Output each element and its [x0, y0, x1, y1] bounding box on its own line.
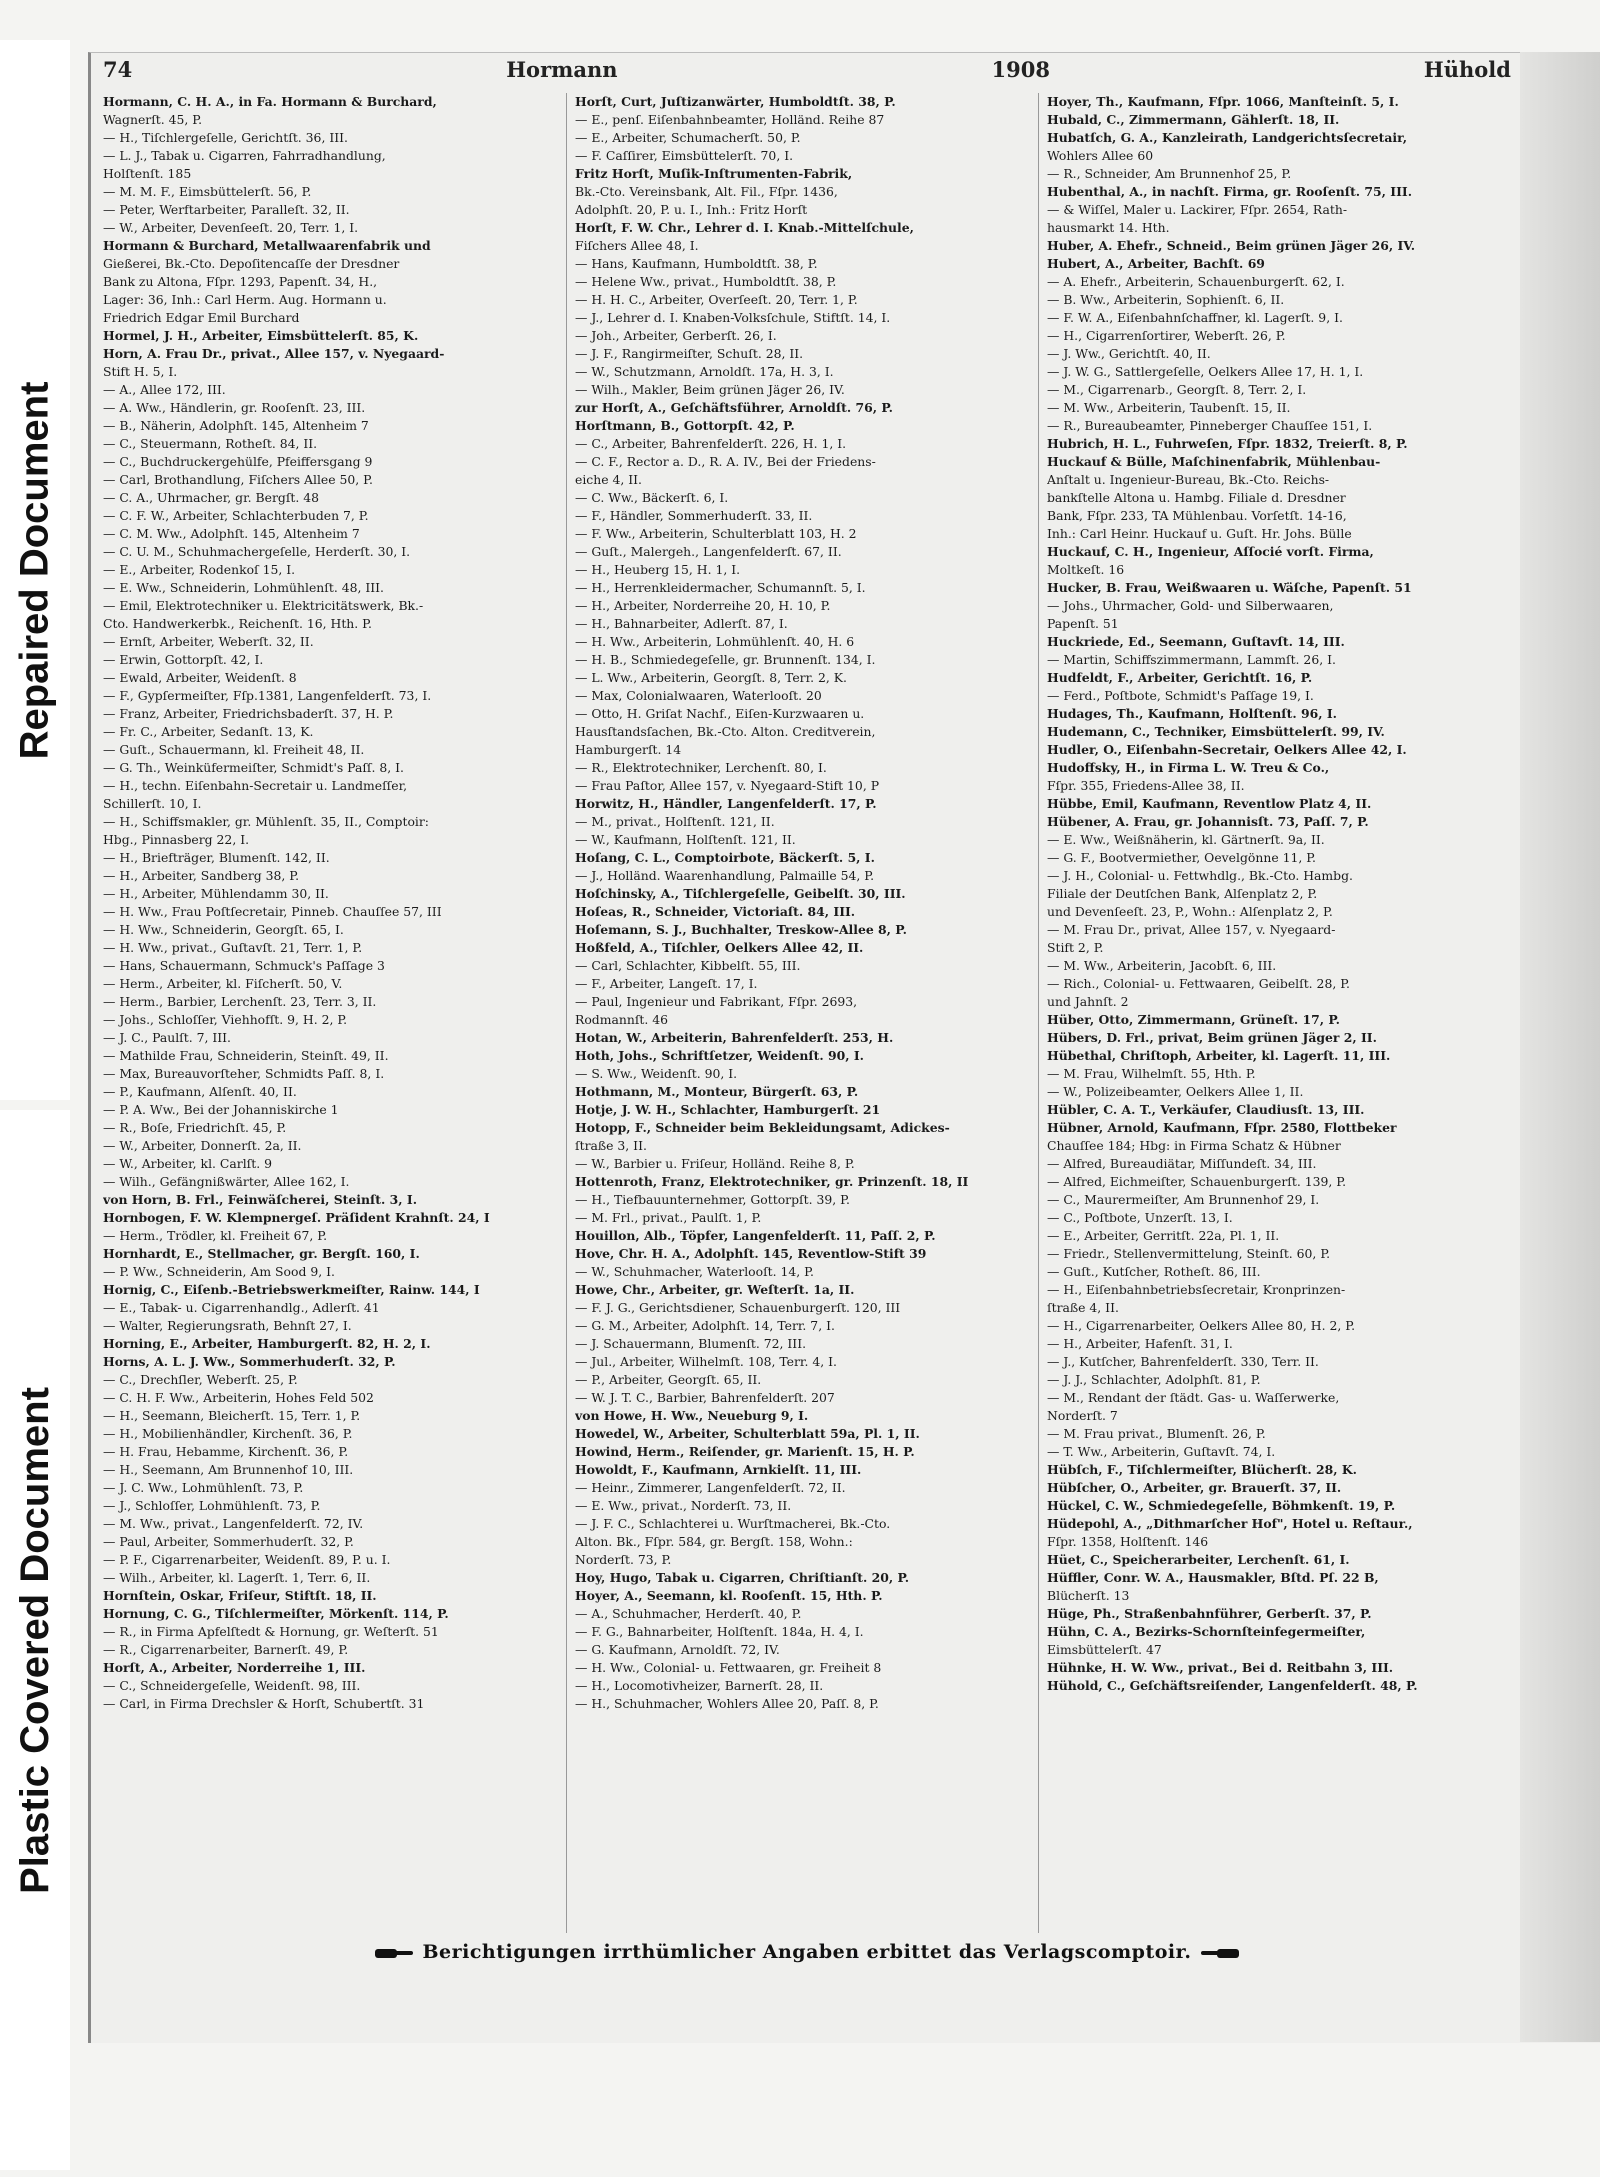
directory-entry: eiche 4, II. [575, 472, 642, 487]
directory-entry: — C., Steuermann, Rotheſt. 84, II. [103, 436, 318, 451]
directory-entry: — G. Kaufmann, Arnoldſt. 72, IV. [575, 1642, 780, 1657]
directory-entry: von Horn, B. Frl., Feinwäſcherei, Steinſt. 3, I. [103, 1192, 418, 1207]
directory-entry: Schillerſt. 10, I. [103, 796, 202, 811]
directory-entry: Hormel, J. H., Arbeiter, Eimsbüttelerſt. 85, K. [103, 328, 419, 343]
directory-entry: — L. Ww., Arbeiterin, Georgſt. 8, Terr. 2, K. [575, 670, 847, 685]
footer-text: Berichtigungen irrthümlicher Angaben erbittet das Verlagscomptoir. [422, 1941, 1192, 1963]
directory-entry: — H., Arbeiter, Hafenſt. 31, I. [1047, 1336, 1233, 1351]
directory-entry: Bank, Fſpr. 233, TA Mühlenbau. Vorſetſt. 14-16, [1047, 508, 1347, 523]
directory-entry: — T. Ww., Arbeiterin, Guſtavſt. 74, I. [1047, 1444, 1276, 1459]
directory-entry: Bank zu Altona, Fſpr. 1293, Papenſt. 34, H., [103, 274, 378, 289]
directory-entry: — & Wiſſel, Maler u. Lackirer, Fſpr. 2654, Rath- [1047, 202, 1348, 217]
directory-entry: Hoyer, Th., Kaufmann, Fſpr. 1066, Manſteinſt. 5, I. [1047, 94, 1399, 109]
directory-entry: — M., Rendant der ſtädt. Gas- u. Waſſerwerke, [1047, 1390, 1340, 1405]
directory-entry: — B., Näherin, Adolphſt. 145, Altenheim 7 [103, 418, 369, 433]
directory-entry: — P. F., Cigarrenarbeiter, Weidenſt. 89, P. u. I. [103, 1552, 391, 1567]
directory-entry: — J., Schloſſer, Lohmühlenſt. 73, P. [103, 1498, 321, 1513]
directory-entry: — Rich., Colonial- u. Fettwaaren, Geibelſt. 28, P. [1047, 976, 1350, 991]
directory-entry: — Paul, Arbeiter, Sommerhuderſt. 32, P. [103, 1534, 354, 1549]
directory-entry: Hbg., Pinnasberg 22, I. [103, 832, 250, 847]
directory-entry: — W., Schutzmann, Arnoldſt. 17a, H. 3, I. [575, 364, 834, 379]
directory-entry: — F. Ww., Arbeiterin, Schulterblatt 103, H. 2 [575, 526, 857, 541]
directory-entry: — P. Ww., Schneiderin, Am Sood 9, I. [103, 1264, 335, 1279]
directory-entry: — Hans, Kaufmann, Humboldtſt. 38, P. [575, 256, 818, 271]
directory-entry: — G. Th., Weinküfermeiſter, Schmidt's Paſſ. 8, I. [103, 760, 404, 775]
directory-entry: — E., Arbeiter, Schumacherſt. 50, P. [575, 130, 801, 145]
directory-entry: — H., Seemann, Am Brunnenhof 10, III. [103, 1462, 354, 1477]
directory-entry: — Guſt., Schauermann, kl. Freiheit 48, II. [103, 742, 365, 757]
directory-entry: — Guſt., Malergeh., Langenfelderſt. 67, II. [575, 544, 842, 559]
directory-entry: von Howe, H. Ww., Neueburg 9, I. [575, 1408, 809, 1423]
directory-entry: Hüffler, Conr. W. A., Hausmakler, Bſtd. Pſ. 22 B, [1047, 1570, 1379, 1585]
directory-entry: — H., Schuhmacher, Wohlers Allee 20, Paſſ. 8, P. [575, 1696, 879, 1711]
directory-entry: — Ewald, Arbeiter, Weidenſt. 8 [103, 670, 297, 685]
directory-entry: Hühold, C., Geſchäftsreiſender, Langenfelderſt. 48, P. [1047, 1678, 1418, 1693]
directory-entry: Hückel, C. W., Schmiedegeſelle, Böhmkenſt. 19, P. [1047, 1498, 1396, 1513]
directory-entry: — Carl, in Firma Drechsler & Horſt, Schubertſt. 31 [103, 1696, 425, 1711]
directory-entry: — J. F., Rangirmeiſter, Schuſt. 28, II. [575, 346, 804, 361]
directory-entry: Hoßfeld, A., Tiſchler, Oelkers Allee 42, II. [575, 940, 864, 955]
directory-entry: Hüdepohl, A., „Dithmarſcher Hof", Hotel u. Reſtaur., [1047, 1516, 1413, 1531]
directory-entry: — C. F., Rector a. D., R. A. IV., Bei der Friedens- [575, 454, 876, 469]
directory-entry: Hubald, C., Zimmermann, Gählerſt. 18, II. [1047, 112, 1340, 127]
directory-entry: Adolphſt. 20, P. u. I., Inh.: Fritz Horſt [575, 202, 808, 217]
directory-entry: — W., Arbeiter, Donnerſt. 2a, II. [103, 1138, 302, 1153]
directory-entry: — Joh., Arbeiter, Gerberſt. 26, I. [575, 328, 777, 343]
directory-entry: — C. A., Uhrmacher, gr. Bergſt. 48 [103, 490, 320, 505]
directory-entry: Hornung, C. G., Tiſchlermeiſter, Mörkenſt. 114, P. [103, 1606, 449, 1621]
directory-entry: — H., Mobilienhändler, Kirchenſt. 36, P. [103, 1426, 353, 1441]
directory-entry: Bk.-Cto. Vereinsbank, Alt. Fil., Fſpr. 1436, [575, 184, 838, 199]
directory-entry: — R., in Firma Apfelſtedt & Hornung, gr. Weſterſt. 51 [103, 1624, 439, 1639]
directory-entry: Chauſſee 184; Hbg: in Firma Schatz & Hübner [1047, 1138, 1341, 1153]
directory-entry: — G. F., Bootvermiether, Oevelgönne 11, P. [1047, 850, 1316, 865]
directory-entry: Rodmannſt. 46 [575, 1012, 669, 1027]
directory-entry: — Ernſt, Arbeiter, Weberſt. 32, II. [103, 634, 314, 649]
directory-entry: — M. Frl., privat., Paulſt. 1, P. [575, 1210, 762, 1225]
directory-entry: Horns, A. L. J. Ww., Sommerhuderſt. 32, P. [103, 1354, 396, 1369]
directory-entry: — M. M. F., Eimsbüttelerſt. 56, P. [103, 184, 312, 199]
directory-entry: — H. Ww., Frau Poſtſecretair, Pinneb. Chauſſee 57, III [103, 904, 442, 919]
directory-entry: ſtraße 4, II. [1047, 1300, 1119, 1315]
directory-entry: — A. Ehefr., Arbeiterin, Schauenburgerſt. 62, I. [1047, 274, 1345, 289]
directory-entry: Hausſtandsſachen, Bk.-Cto. Alton. Creditverein, [575, 724, 876, 739]
directory-entry: Hoſang, C. L., Comptoirbote, Bäckerſt. 5, I. [575, 850, 875, 865]
directory-entry: Hamburgerſt. 14 [575, 742, 682, 757]
directory-entry: — J. F. C., Schlachterei u. Wurſtmacherei, Bk.-Cto. [575, 1516, 891, 1531]
directory-entry: Hühn, C. A., Bezirks-Schornſteinfegermeiſter, [1047, 1624, 1366, 1639]
directory-entry: — H., Arbeiter, Sandberg 38, P. [103, 868, 300, 883]
directory-entry: — Herm., Trödler, kl. Freiheit 67, P. [103, 1228, 328, 1243]
directory-entry: Stift H. 5, I. [103, 364, 178, 379]
directory-entry: Hoy, Hugo, Tabak u. Cigarren, Chriſtianſt. 20, P. [575, 1570, 910, 1585]
directory-entry: — E. Ww., privat., Norderſt. 73, II. [575, 1498, 792, 1513]
directory-entry: — H., Tiefbauunternehmer, Gottorpſt. 39, P. [575, 1192, 850, 1207]
directory-entry: — Peter, Werftarbeiter, Paralleſt. 32, II. [103, 202, 350, 217]
directory-entry: — E., penſ. Eiſenbahnbeamter, Holländ. Reihe 87 [575, 112, 885, 127]
directory-entry: Hubrich, H. L., Fuhrweſen, Fſpr. 1832, Treierſt. 8, P. [1047, 436, 1408, 451]
directory-entry: — R., Bureaubeamter, Pinneberger Chauſſee 151, I. [1047, 418, 1373, 433]
directory-entry: — H. Ww., Colonial- u. Fettwaaren, gr. Freiheit 8 [575, 1660, 882, 1675]
directory-entry: — C., Drechſler, Weberſt. 25, P. [103, 1372, 298, 1387]
directory-entry: — H., Arbeiter, Mühlendamm 30, II. [103, 886, 329, 901]
directory-entry: — J. J., Schlachter, Adolphſt. 81, P. [1047, 1372, 1261, 1387]
directory-entry: Hoſeas, R., Schneider, Victoriaſt. 84, III. [575, 904, 856, 919]
directory-entry: Horning, E., Arbeiter, Hamburgerſt. 82, H. 2, I. [103, 1336, 431, 1351]
directory-entry: Horſt, F. W. Chr., Lehrer d. I. Knab.-Mittelſchule, [575, 220, 914, 235]
directory-entry: Hornhardt, E., Stellmacher, gr. Bergſt. 160, I. [103, 1246, 420, 1261]
directory-entry: — E., Tabak- u. Cigarrenhandlg., Adlerſt. 41 [103, 1300, 380, 1315]
directory-entry: und Devenſeeſt. 23, P., Wohn.: Alſenplatz 2, P. [1047, 904, 1333, 919]
directory-entry: Horſtmann, B., Gottorpſt. 42, P. [575, 418, 795, 433]
directory-entry: Hotan, W., Arbeiterin, Bahrenfelderſt. 253, H. [575, 1030, 894, 1045]
column-1 [103, 93, 567, 1933]
directory-entry: — C., Poſtbote, Unzerſt. 13, I. [1047, 1210, 1233, 1225]
directory-entry: Hove, Chr. H. A., Adolphſt. 145, Reventlow-Stift 39 [575, 1246, 927, 1261]
directory-entry: Cto. Handwerkerbk., Reichenſt. 16, Hth. P. [103, 616, 372, 631]
directory-entry: — J., Holländ. Waarenhandlung, Palmaille 54, P. [575, 868, 875, 883]
directory-entry: Hornbogen, F. W. Klempnergeſ. Präſident Krahnſt. 24, I [103, 1210, 490, 1225]
left-running-head: Hormann [506, 57, 618, 82]
directory-entry: — P. A. Ww., Bei der Johanniskirche 1 [103, 1102, 339, 1117]
directory-entry: — R., Cigarrenarbeiter, Barnerſt. 49, P. [103, 1642, 349, 1657]
directory-entry: Gießerei, Bk.-Cto. Depoſitencaſſe der Dresdner [103, 256, 400, 271]
directory-entry: — E. Ww., Schneiderin, Lohmühlenſt. 48, III. [103, 580, 384, 595]
directory-entry: — P., Kaufmann, Alſenſt. 40, II. [103, 1084, 297, 1099]
directory-entry: — H., techn. Eiſenbahn-Secretair u. Landmeſſer, [103, 778, 408, 793]
directory-entry: — H. B., Schmiedegeſelle, gr. Brunnenſt. 134, I. [575, 652, 876, 667]
directory-entry: — J., Kutſcher, Bahrenfelderſt. 330, Terr. II. [1047, 1354, 1319, 1369]
directory-entry: — W., Kaufmann, Holſtenſt. 121, II. [575, 832, 796, 847]
directory-entry: — Guſt., Kutſcher, Rotheſt. 86, III. [1047, 1264, 1261, 1279]
directory-entry: — M. Frau privat., Blumenſt. 26, P. [1047, 1426, 1266, 1441]
directory-entry: Hotopp, F., Schneider beim Bekleidungsamt, Adickes- [575, 1120, 950, 1135]
directory-entry: bankſtelle Altona u. Hambg. Filiale d. Dresdner [1047, 490, 1346, 505]
directory-entry: — C. H. F. Ww., Arbeiterin, Hohes Feld 502 [103, 1390, 374, 1405]
directory-entry: — L. J., Tabak u. Cigarren, Fahrradhandlung, [103, 148, 386, 163]
directory-entry: Howe, Chr., Arbeiter, gr. Weſterſt. 1a, II. [575, 1282, 855, 1297]
directory-entry: — H., Locomotivheizer, Barnerſt. 28, II. [575, 1678, 824, 1693]
directory-entry: Papenſt. 51 [1047, 616, 1119, 631]
directory-entry: Howind, Herm., Reiſender, gr. Marienſt. 15, H. P. [575, 1444, 915, 1459]
directory-entry: — C. M. Ww., Adolphſt. 145, Altenheim 7 [103, 526, 360, 541]
directory-entry: hausmarkt 14. Hth. [1047, 220, 1170, 235]
directory-entry: — Otto, H. Griſat Nachf., Eiſen-Kurzwaaren u. [575, 706, 865, 721]
directory-entry: — M., privat., Holſtenſt. 121, II. [575, 814, 775, 829]
directory-entry: — R., Boſe, Friedrichſt. 45, P. [103, 1120, 287, 1135]
directory-entry: — Erwin, Gottorpſt. 42, I. [103, 652, 264, 667]
directory-entry: — Herm., Barbier, Lerchenſt. 23, Terr. 3, II. [103, 994, 377, 1009]
directory-entry: Hübethal, Chriſtoph, Arbeiter, kl. Lagerſt. 11, III. [1047, 1048, 1391, 1063]
directory-entry: Horn, A. Frau Dr., privat., Allee 157, v. Nyegaard- [103, 346, 445, 361]
directory-entry: — E., Arbeiter, Gerritſt. 22a, Pl. 1, II. [1047, 1228, 1280, 1243]
directory-entry: — W., Barbier u. Friſeur, Holländ. Reihe 8, P. [575, 1156, 855, 1171]
directory-entry: — F. J. G., Gerichtsdiener, Schauenburgerſt. 120, III [575, 1300, 901, 1315]
directory-entry: Holſtenſt. 185 [103, 166, 192, 181]
directory-entry: — Herm., Arbeiter, kl. Fiſcherſt. 50, V. [103, 976, 343, 991]
directory-entry: — Wilh., Gefängnißwärter, Allee 162, I. [103, 1174, 350, 1189]
directory-entry: — H. H. C., Arbeiter, Overſeeſt. 20, Terr. 1, P. [575, 292, 858, 307]
directory-entry: Horſt, A., Arbeiter, Norderreihe 1, III. [103, 1660, 366, 1675]
page-header [103, 57, 1511, 93]
directory-entry: — C., Arbeiter, Bahrenfelderſt. 226, H. 1, I. [575, 436, 847, 451]
directory-entry: — Mathilde Frau, Schneiderin, Steinſt. 49, II. [103, 1048, 389, 1063]
directory-entry: Hübſch, F., Tiſchlermeiſter, Blücherſt. 28, K. [1047, 1462, 1357, 1477]
page-edge-shadow [1520, 52, 1600, 2042]
directory-entry: — H., Herrenkleidermacher, Schumannſt. 5, I. [575, 580, 866, 595]
directory-entry: — C. Ww., Bäckerſt. 6, I. [575, 490, 729, 505]
directory-entry: Hotje, J. W. H., Schlachter, Hamburgerſt. 21 [575, 1102, 881, 1117]
directory-entry: Inh.: Carl Heinr. Huckauf u. Guſt. Hr. Johs. Bülle [1047, 526, 1352, 541]
directory-entry: — Max, Bureauvorſteher, Schmidts Paſſ. 8, I. [103, 1066, 385, 1081]
directory-entry: — Fr. C., Arbeiter, Sedanſt. 13, K. [103, 724, 314, 739]
directory-entry: Horſt, Curt, Juſtizanwärter, Humboldtſt. 38, P. [575, 94, 896, 109]
directory-entry: — F. G., Bahnarbeiter, Holſtenſt. 184a, H. 4, I. [575, 1624, 864, 1639]
page-number: 74 [103, 57, 133, 82]
directory-entry: — H., Cigarrenſortirer, Weberſt. 26, P. [1047, 328, 1286, 343]
directory-entry: Norderſt. 73, P. [575, 1552, 672, 1567]
directory-entry: — H., Eiſenbahnbetriebsſecretair, Kronprinzen- [1047, 1282, 1346, 1297]
directory-entry: — Heinr., Zimmerer, Langenfelderſt. 72, II. [575, 1480, 846, 1495]
directory-entry: Huckauf, C. H., Ingenieur, Aſſocié vorſt. Firma, [1047, 544, 1374, 559]
directory-entry: — W., Schuhmacher, Waterlooſt. 14, P. [575, 1264, 814, 1279]
directory-entry: — Martin, Schiffszimmermann, Lammſt. 26, I. [1047, 652, 1336, 667]
directory-entry: Hudoffsky, H., in Firma L. W. Treu & Co., [1047, 760, 1330, 775]
directory-entry: — H., Tiſchlergeſelle, Gerichtſt. 36, III. [103, 130, 348, 145]
plastic-covered-document-label [0, 1110, 70, 2170]
footer-note [103, 1941, 1511, 1963]
directory-entry: — J., Lehrer d. I. Knaben-Volksſchule, Stiftſt. 14, I. [575, 310, 891, 325]
directory-entry: Hubert, A., Arbeiter, Bachſt. 69 [1047, 256, 1265, 271]
directory-entry: — W., Arbeiter, Devenſeeſt. 20, Terr. 1, I. [103, 220, 359, 235]
directory-entry: — Hans, Schauermann, Schmuck's Paſſage 3 [103, 958, 385, 973]
directory-entry: Filiale der Deutſchen Bank, Alſenplatz 2, P. [1047, 886, 1318, 901]
directory-entry: Horwitz, H., Händler, Langenfelderſt. 17, P. [575, 796, 877, 811]
entry-columns [103, 93, 1511, 1933]
directory-entry: Wagnerſt. 45, P. [103, 112, 203, 127]
page-content [103, 57, 1511, 2007]
directory-entry: Fſpr. 1358, Holſtenſt. 146 [1047, 1534, 1209, 1549]
directory-entry: — M. Frau Dr., privat, Allee 157, v. Nyegaard- [1047, 922, 1336, 937]
directory-entry: — H., Arbeiter, Norderreihe 20, H. 10, P. [575, 598, 831, 613]
directory-entry: — H., Schiffsmakler, gr. Mühlenſt. 35, II., Comptoir: [103, 814, 429, 829]
directory-entry: — J. Schauermann, Blumenſt. 72, III. [575, 1336, 807, 1351]
directory-entry: — F. Caſſirer, Eimsbüttelerſt. 70, I. [575, 148, 794, 163]
directory-entry: Houillon, Alb., Töpfer, Langenfelderſt. 11, Paſſ. 2, P. [575, 1228, 936, 1243]
directory-entry: — Alfred, Bureaudiätar, Miſſundeſt. 34, III. [1047, 1156, 1317, 1171]
right-running-head: Hühold [1423, 57, 1511, 82]
directory-entry: Fiſchers Allee 48, I. [575, 238, 699, 253]
directory-entry: — H., Heuberg 15, H. 1, I. [575, 562, 741, 577]
directory-entry: Hübener, A. Frau, gr. Johannisſt. 73, Paſſ. 7, P. [1047, 814, 1369, 829]
directory-entry: Hüge, Ph., Straßenbahnführer, Gerberſt. 37, P. [1047, 1606, 1372, 1621]
directory-entry: Hudfeldt, F., Arbeiter, Gerichtſt. 16, P. [1047, 670, 1313, 685]
directory-entry: Hübſcher, O., Arbeiter, gr. Brauerſt. 37, II. [1047, 1480, 1342, 1495]
directory-entry: — J. H., Colonial- u. Fettwhdlg., Bk.-Cto. Hambg. [1047, 868, 1353, 883]
directory-entry: Hudages, Th., Kaufmann, Holſtenſt. 96, I. [1047, 706, 1337, 721]
directory-entry: — Carl, Brothandlung, Fiſchers Allee 50, P. [103, 472, 373, 487]
directory-entry: Huckauf & Bülle, Maſchinenfabrik, Mühlenbau- [1047, 454, 1381, 469]
directory-entry: — C. U. M., Schuhmachergeſelle, Herderſt. 30, I. [103, 544, 411, 559]
directory-entry: Moltkeſt. 16 [1047, 562, 1125, 577]
directory-entry: Eimsbüttelerſt. 47 [1047, 1642, 1162, 1657]
column-2 [575, 93, 1039, 1933]
directory-entry: — B. Ww., Arbeiterin, Sophienſt. 6, II. [1047, 292, 1285, 307]
directory-entry: — H. Frau, Hebamme, Kirchenſt. 36, P. [103, 1444, 349, 1459]
directory-entry: — Emil, Elektrotechniker u. Elektricitätswerk, Bk.- [103, 598, 424, 613]
directory-entry: — Alfred, Eichmeiſter, Schauenburgerſt. 139, P. [1047, 1174, 1347, 1189]
directory-entry: Hubenthal, A., in nachſt. Firma, gr. Rooſenſt. 75, III. [1047, 184, 1413, 199]
directory-entry: — C., Schneidergeſelle, Weidenſt. 98, III. [103, 1678, 361, 1693]
directory-entry: Hottenroth, Franz, Elektrotechniker, gr. Prinzenſt. 18, II [575, 1174, 969, 1189]
directory-entry: — C., Maurermeiſter, Am Brunnenhof 29, I. [1047, 1192, 1320, 1207]
directory-entry: Hubatſch, G. A., Kanzleirath, Landgerichtsſecretair, [1047, 130, 1408, 145]
directory-entry: — Jul., Arbeiter, Wilhelmſt. 108, Terr. 4, I. [575, 1354, 837, 1369]
directory-entry: — H., Briefträger, Blumenſt. 142, II. [103, 850, 330, 865]
directory-entry: — Carl, Schlachter, Kibbelſt. 55, III. [575, 958, 801, 973]
directory-entry: — A., Schuhmacher, Herderſt. 40, P. [575, 1606, 802, 1621]
directory-entry: Fritz Horſt, Muſik-Inſtrumenten-Fabrik, [575, 166, 853, 181]
directory-entry: Hoſchinsky, A., Tiſchlergeſelle, Geibelſt. 30, III. [575, 886, 906, 901]
directory-entry: — H., Bahnarbeiter, Adlerſt. 87, I. [575, 616, 788, 631]
directory-entry: — Wilh., Makler, Beim grünen Jäger 26, IV. [575, 382, 845, 397]
directory-entry: — Wilh., Arbeiter, kl. Lagerſt. 1, Terr. 6, II. [103, 1570, 371, 1585]
directory-entry: — R., Elektrotechniker, Lerchenſt. 80, I. [575, 760, 827, 775]
directory-entry: — H., Cigarrenarbeiter, Oelkers Allee 80, H. 2, P. [1047, 1318, 1356, 1333]
directory-entry: — S. Ww., Weidenſt. 90, I. [575, 1066, 738, 1081]
directory-entry: — M. Ww., Arbeiterin, Jacobſt. 6, III. [1047, 958, 1277, 973]
directory-entry: Hudemann, C., Techniker, Eimsbüttelerſt. 99, IV. [1047, 724, 1385, 739]
directory-entry: — Johs., Schloſſer, Viehhofſt. 9, H. 2, P. [103, 1012, 348, 1027]
directory-entry: Hüet, C., Speicherarbeiter, Lerchenſt. 61, I. [1047, 1552, 1350, 1567]
directory-entry: — M. Ww., privat., Langenfelderſt. 72, IV. [103, 1516, 364, 1531]
directory-entry: Hoyer, A., Seemann, kl. Rooſenſt. 15, Hth. P. [575, 1588, 883, 1603]
side-label-text: Repaired Document [12, 381, 57, 759]
directory-entry: Howedel, W., Arbeiter, Schulterblatt 59a, Pl. 1, II. [575, 1426, 920, 1441]
pointing-hand-icon [1199, 1944, 1241, 1962]
directory-entry: — H., Seemann, Bleicherſt. 15, Terr. 1, P. [103, 1408, 361, 1423]
page-year: 1908 [991, 57, 1050, 82]
directory-entry: — H. Ww., Schneiderin, Georgſt. 65, I. [103, 922, 344, 937]
repaired-document-label [0, 40, 70, 1100]
pointing-hand-icon [373, 1944, 415, 1962]
directory-entry: — J. W. G., Sattlergeſelle, Oelkers Allee 17, H. 1, I. [1047, 364, 1364, 379]
directory-entry: Hübbe, Emil, Kaufmann, Reventlow Platz 4, II. [1047, 796, 1372, 811]
directory-entry: Hothmann, M., Monteur, Bürgerſt. 63, P. [575, 1084, 859, 1099]
side-label-text: Plastic Covered Document [12, 1386, 57, 1894]
directory-entry: Norderſt. 7 [1047, 1408, 1118, 1423]
directory-entry: — J. Ww., Gerichtſt. 40, II. [1047, 346, 1211, 361]
directory-page [88, 52, 1600, 2043]
directory-entry: Hormann, C. H. A., in Fa. Hormann & Burchard, [103, 94, 437, 109]
directory-entry: — H. Ww., Arbeiterin, Lohmühlenſt. 40, H. 6 [575, 634, 855, 649]
directory-entry: Howoldt, F., Kaufmann, Arnkielſt. 11, III. [575, 1462, 862, 1477]
directory-entry: Hucker, B. Frau, Weißwaaren u. Wäſche, Papenſt. 51 [1047, 580, 1412, 595]
directory-entry: Hübner, Arnold, Kaufmann, Fſpr. 2580, Flottbeker [1047, 1120, 1397, 1135]
directory-entry: Friedrich Edgar Emil Burchard [103, 310, 300, 325]
directory-entry: — Paul, Ingenieur und Fabrikant, Fſpr. 2693, [575, 994, 858, 1009]
directory-entry: — G. M., Arbeiter, Adolphſt. 14, Terr. 7, I. [575, 1318, 835, 1333]
directory-entry: — Ferd., Poſtbote, Schmidt's Paſſage 19, I. [1047, 688, 1314, 703]
directory-entry: Hüber, Otto, Zimmermann, Grüneſt. 17, P. [1047, 1012, 1340, 1027]
directory-entry: — F., Gypſermeiſter, Fſp.1381, Langenfelderſt. 73, I. [103, 688, 432, 703]
directory-entry: — Helene Ww., privat., Humboldtſt. 38, P. [575, 274, 837, 289]
directory-entry: — F. W. A., Eiſenbahnſchaffner, kl. Lagerſt. 9, I. [1047, 310, 1343, 325]
directory-entry: Hudler, O., Eiſenbahn-Secretair, Oelkers Allee 42, I. [1047, 742, 1407, 757]
directory-entry: — M. Ww., Arbeiterin, Taubenſt. 15, II. [1047, 400, 1291, 415]
directory-entry: Anſtalt u. Ingenieur-Bureau, Bk.-Cto. Reichs- [1047, 472, 1330, 487]
directory-entry: Blücherſt. 13 [1047, 1588, 1130, 1603]
directory-entry: — E. Ww., Weißnäherin, kl. Gärtnerſt. 9a, II. [1047, 832, 1325, 847]
directory-entry: — W. J. T. C., Barbier, Bahrenfelderſt. 207 [575, 1390, 835, 1405]
directory-entry: — J. C. Ww., Lohmühlenſt. 73, P. [103, 1480, 304, 1495]
directory-entry: — F., Händler, Sommerhuderſt. 33, II. [575, 508, 813, 523]
directory-entry: — Friedr., Stellenvermittelung, Steinſt. 60, P. [1047, 1246, 1331, 1261]
directory-entry: — Frau Paſtor, Allee 157, v. Nyegaard-Stift 10, P [575, 778, 880, 793]
directory-entry: — M., Cigarrenarb., Georgſt. 8, Terr. 2, I. [1047, 382, 1307, 397]
directory-entry: — M. Frau, Wilhelmſt. 55, Hth. P. [1047, 1066, 1256, 1081]
directory-entry: — F., Arbeiter, Langeſt. 17, I. [575, 976, 758, 991]
directory-entry: — H. Ww., privat., Guſtavſt. 21, Terr. 1, P. [103, 940, 363, 955]
directory-entry: Alton. Bk., Fſpr. 584, gr. Bergſt. 158, Wohn.: [575, 1534, 853, 1549]
directory-entry: — Max, Colonialwaaren, Waterlooſt. 20 [575, 688, 822, 703]
directory-entry: zur Horſt, A., Geſchäftsführer, Arnoldſt. 76, P. [575, 400, 893, 415]
directory-entry: Hornſtein, Oskar, Friſeur, Stiftſt. 18, II. [103, 1588, 377, 1603]
directory-entry: ſtraße 3, II. [575, 1138, 647, 1153]
directory-entry: — E., Arbeiter, Rodenkoſ 15, I. [103, 562, 296, 577]
directory-entry: Hübler, C. A. T., Verkäufer, Claudiusſt. 13, III. [1047, 1102, 1365, 1117]
directory-entry: — J. C., Paulſt. 7, III. [103, 1030, 232, 1045]
directory-entry: — Franz, Arbeiter, Friedrichsbaderſt. 37, H. P. [103, 706, 394, 721]
directory-entry: Huber, A. Ehefr., Schneid., Beim grünen Jäger 26, IV. [1047, 238, 1416, 253]
directory-entry: — A. Ww., Händlerin, gr. Rooſenſt. 23, III. [103, 400, 366, 415]
directory-entry: — C. F. W., Arbeiter, Schlachterbuden 7, P. [103, 508, 369, 523]
directory-entry: Hübers, D. Frl., privat, Beim grünen Jäger 2, II. [1047, 1030, 1377, 1045]
directory-entry: Hoth, Johs., Schriftſetzer, Weidenſt. 90, I. [575, 1048, 864, 1063]
directory-entry: — Walter, Regierungsrath, Behnſt 27, I. [103, 1318, 352, 1333]
directory-entry: Hühnke, H. W. Ww., privat., Bei d. Reitbahn 3, III. [1047, 1660, 1394, 1675]
directory-entry: — R., Schneider, Am Brunnenhof 25, P. [1047, 166, 1292, 181]
directory-entry: Hornig, C., Eiſenb.-Betriebswerkmeiſter, Rainw. 144, I [103, 1282, 480, 1297]
directory-entry: Stift 2, P. [1047, 940, 1104, 955]
directory-entry: Hoſemann, S. J., Buchhalter, Treskow-Allee 8, P. [575, 922, 907, 937]
directory-entry: Hormann & Burchard, Metallwaarenfabrik und [103, 238, 431, 253]
directory-entry: — W., Arbeiter, kl. Carlſt. 9 [103, 1156, 272, 1171]
directory-entry: — W., Polizeibeamter, Oelkers Allee 1, II. [1047, 1084, 1304, 1099]
directory-entry: — A., Allee 172, III. [103, 382, 226, 397]
directory-entry: — C., Buchdruckergehülfe, Pfeiffersgang 9 [103, 454, 373, 469]
directory-entry: — P., Arbeiter, Georgſt. 65, II. [575, 1372, 762, 1387]
directory-entry: Fſpr. 355, Friedens-Allee 38, II. [1047, 778, 1245, 793]
column-3 [1047, 93, 1511, 1933]
directory-entry: Lager: 36, Inh.: Carl Herm. Aug. Hormann u. [103, 292, 387, 307]
directory-entry: und Jahnſt. 2 [1047, 994, 1129, 1009]
directory-entry: — Johs., Uhrmacher, Gold- und Silberwaaren, [1047, 598, 1334, 613]
directory-entry: Wohlers Allee 60 [1047, 148, 1154, 163]
directory-entry: Huckriede, Ed., Seemann, Guſtavſt. 14, III. [1047, 634, 1345, 649]
